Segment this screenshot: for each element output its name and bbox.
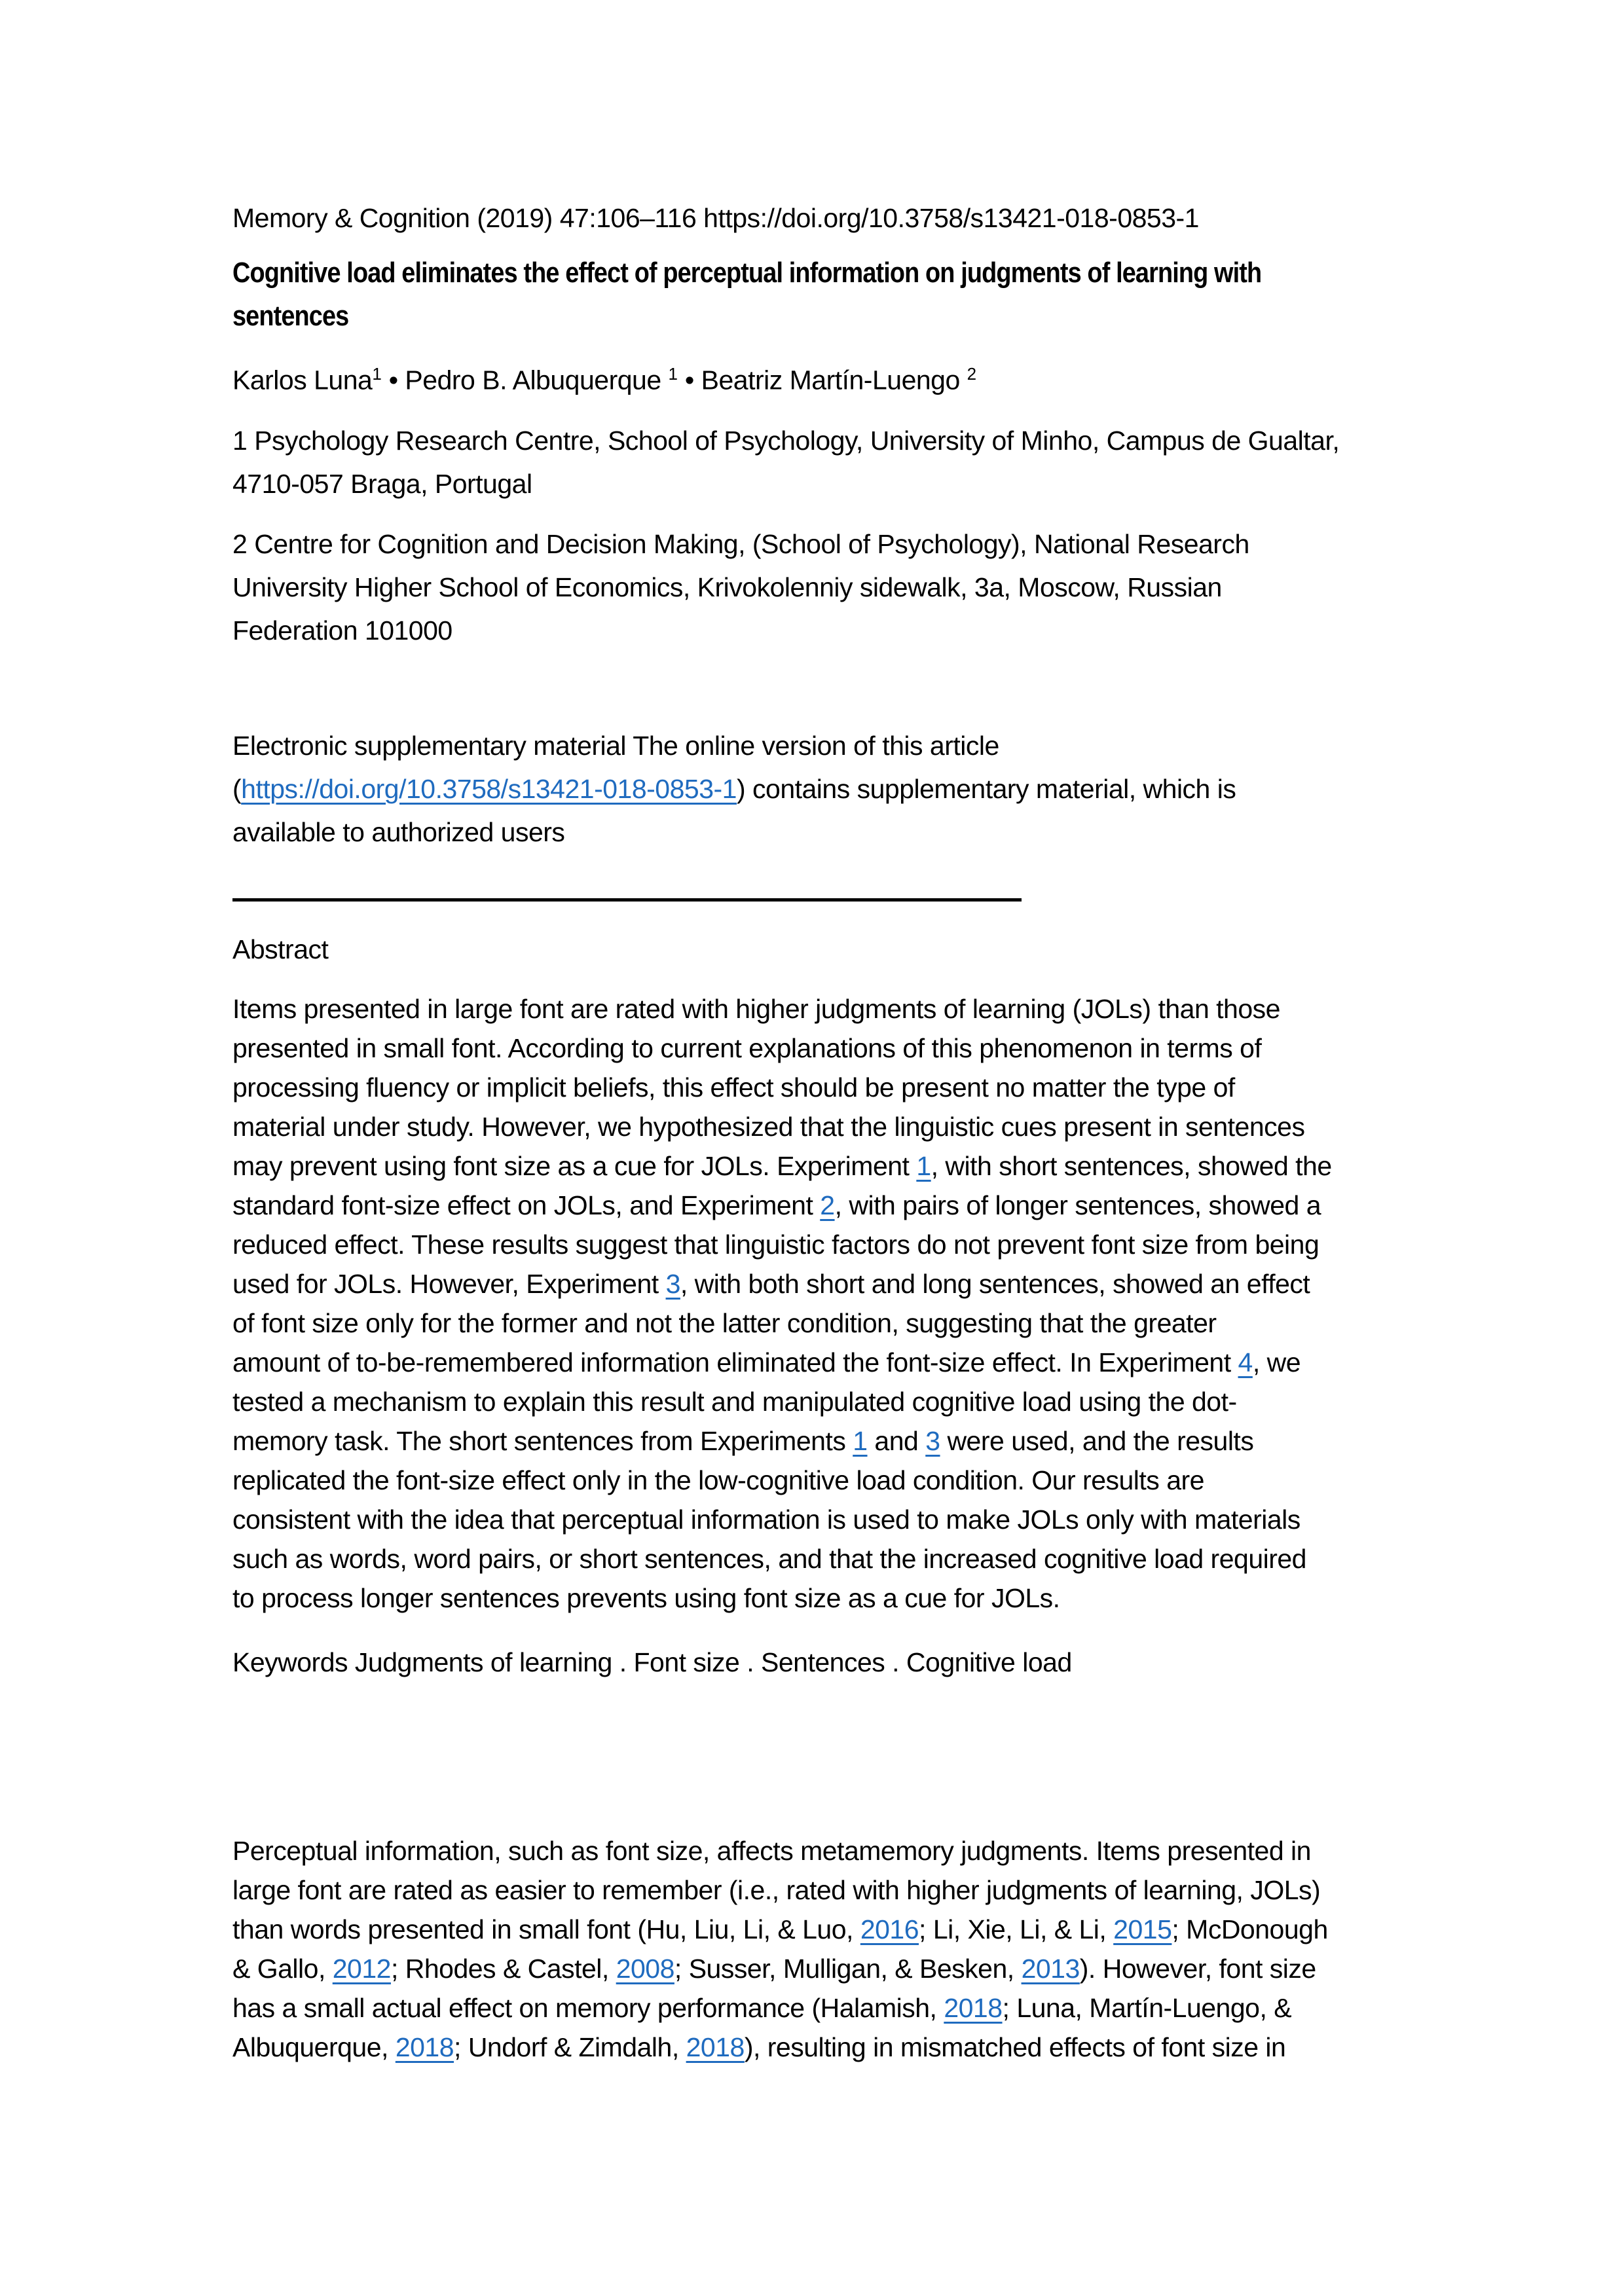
text-line xyxy=(232,1264,1392,1303)
text-line xyxy=(232,1186,1392,1225)
text-line xyxy=(232,1831,1392,1870)
text-line xyxy=(232,1870,1392,1910)
text-segment: ). However, font size xyxy=(1079,1953,1316,1984)
journal-header: Memory & Cognition (2019) 47:106–116 https://doi.org/10.3758/s13421-018-0853-1 xyxy=(232,203,1199,233)
text-segment: replicated the font-size effect only in the low-cognitive load condition. Our results are xyxy=(232,1465,1204,1495)
page-content xyxy=(232,196,1392,2067)
text-segment: ), resulting in mismatched effects of font size in xyxy=(744,2032,1286,2062)
text-segment: • Beatriz Martín-Luengo xyxy=(677,365,967,395)
text-line xyxy=(232,2028,1392,2067)
text-line xyxy=(232,1421,1392,1461)
text-segment: Federation 101000 xyxy=(232,615,452,646)
hyperlink[interactable]: 2018 xyxy=(395,2032,454,2062)
text-segment: Electronic supplementary material The online version of this article xyxy=(232,730,999,761)
text-segment: ; Susser, Mulligan, & Besken, xyxy=(674,1953,1022,1984)
text-segment: , with pairs of longer sentences, showed a xyxy=(834,1190,1321,1220)
text-line xyxy=(232,462,1392,505)
text-segment: than words presented in small font (Hu, Liu, Li, & Luo, xyxy=(232,1914,860,1944)
hyperlink[interactable]: 2 xyxy=(820,1190,835,1220)
hyperlink[interactable]: 1 xyxy=(916,1150,931,1181)
text-line xyxy=(232,1910,1392,1949)
text-segment: to process longer sentences prevents using font size as a cue for JOLs. xyxy=(232,1582,1060,1613)
text-segment: processing fluency or implicit beliefs, this effect should be present no matter the type of xyxy=(232,1072,1235,1102)
affiliation-2 xyxy=(232,522,1392,652)
hyperlink[interactable]: 2008 xyxy=(616,1953,674,1984)
text-segment: amount of to-be-remembered information eliminated the font-size effect. In Experiment xyxy=(232,1347,1238,1377)
hyperlink[interactable]: 1 xyxy=(853,1425,868,1456)
text-segment: Cognitive load eliminates the effect of perceptual information on judgments of learning with xyxy=(232,257,1262,289)
text-line xyxy=(232,1949,1392,1988)
text-line xyxy=(232,1578,1392,1618)
text-line xyxy=(232,1382,1392,1421)
section-divider-rule xyxy=(232,898,1022,902)
text-line xyxy=(232,295,1229,338)
hyperlink[interactable]: 2016 xyxy=(860,1914,919,1944)
text-line xyxy=(232,1461,1392,1500)
text-segment: reduced effect. These results suggest that linguistic factors do not prevent font size from being xyxy=(232,1229,1320,1260)
text-segment: large font are rated as easier to remember (i.e., rated with higher judgments of learning, JOLs) xyxy=(232,1874,1321,1905)
text-segment: material under study. However, we hypothesized that the linguistic cues present in sentences xyxy=(232,1111,1305,1142)
text-segment: tested a mechanism to explain this result and manipulated cognitive load using the dot- xyxy=(232,1386,1237,1417)
article-title xyxy=(232,251,1392,338)
text-line xyxy=(232,251,1262,295)
text-segment: , we xyxy=(1252,1347,1301,1377)
text-line xyxy=(232,419,1392,462)
text-line xyxy=(232,767,1392,811)
text-segment: available to authorized users xyxy=(232,816,565,847)
text-segment: , with both short and long sentences, showed an effect xyxy=(680,1268,1310,1299)
text-segment: ( xyxy=(232,773,242,804)
hyperlink[interactable]: 2018 xyxy=(686,2032,745,2062)
text-line xyxy=(232,724,1392,767)
text-segment: may prevent using font size as a cue for JOLs. Experiment xyxy=(232,1150,917,1181)
text-segment: 2 Centre for Cognition and Decision Making, (School of Psychology), National Research xyxy=(232,528,1249,559)
keywords-line: Keywords Judgments of learning . Font size . Sentences . Cognitive load xyxy=(232,1647,1072,1677)
text-line xyxy=(232,1029,1392,1068)
text-line xyxy=(232,989,1392,1029)
text-segment: Items presented in large font are rated with higher judgments of learning (JOLs) than those xyxy=(232,993,1280,1024)
text-line xyxy=(232,1539,1392,1578)
hyperlink[interactable]: https://doi.org/10.3758/s13421-018-0853-1 xyxy=(241,773,737,804)
text-line xyxy=(232,1988,1392,2028)
text-segment: memory task. The short sentences from Experiments xyxy=(232,1425,853,1456)
text-segment: & Gallo, xyxy=(232,1953,333,1984)
introduction-paragraph xyxy=(232,1831,1392,2067)
text-segment: and xyxy=(867,1425,926,1456)
text-line xyxy=(232,1343,1392,1382)
abstract-paragraph xyxy=(232,989,1392,1618)
hyperlink[interactable]: 3 xyxy=(665,1268,680,1299)
superscript-affiliation-marker: 2 xyxy=(967,364,977,384)
text-line xyxy=(232,352,1392,402)
text-segment: 4710-057 Braga, Portugal xyxy=(232,468,532,499)
text-segment: ; Luna, Martín-Luengo, & xyxy=(1002,1992,1292,2023)
text-line xyxy=(232,609,1392,652)
hyperlink[interactable]: 2013 xyxy=(1021,1953,1080,1984)
text-segment: ; Undorf & Zimdalh, xyxy=(454,2032,686,2062)
text-segment: standard font-size effect on JOLs, and Experiment xyxy=(232,1190,821,1220)
text-line xyxy=(232,1500,1392,1539)
text-line xyxy=(232,1225,1392,1264)
hyperlink[interactable]: 2015 xyxy=(1113,1914,1172,1944)
text-segment: were used, and the results xyxy=(940,1425,1254,1456)
text-segment: consistent with the idea that perceptual information is used to make JOLs only with materials xyxy=(232,1504,1301,1535)
text-segment: has a small actual effect on memory performance (Halamish, xyxy=(232,1992,944,2023)
text-segment: sentences xyxy=(232,300,349,332)
text-segment: of font size only for the former and not the latter condition, suggesting that the greater xyxy=(232,1307,1217,1338)
hyperlink[interactable]: 2012 xyxy=(332,1953,391,1984)
text-line xyxy=(232,1107,1392,1146)
text-line xyxy=(232,811,1392,854)
text-segment: Perceptual information, such as font size, affects metamemory judgments. Items presented in xyxy=(232,1835,1311,1866)
text-segment: used for JOLs. However, Experiment xyxy=(232,1268,666,1299)
hyperlink[interactable]: 3 xyxy=(925,1425,940,1456)
text-segment: ; Li, Xie, Li, & Li, xyxy=(919,1914,1114,1944)
hyperlink[interactable]: 4 xyxy=(1238,1347,1253,1377)
text-segment: presented in small font. According to current explanations of this phenomenon in terms of xyxy=(232,1032,1262,1063)
text-segment: ; Rhodes & Castel, xyxy=(390,1953,616,1984)
text-segment: such as words, word pairs, or short sentences, and that the increased cognitive load required xyxy=(232,1543,1306,1574)
text-segment: Albuquerque, xyxy=(232,2032,396,2062)
text-segment: • Pedro B. Albuquerque xyxy=(381,365,669,395)
abstract-heading: Abstract xyxy=(232,934,329,964)
superscript-affiliation-marker: 1 xyxy=(668,364,678,384)
superscript-affiliation-marker: 1 xyxy=(372,364,382,384)
supplementary-material-note xyxy=(232,724,1392,854)
text-segment: ) contains supplementary material, which is xyxy=(736,773,1236,804)
text-line xyxy=(232,1303,1392,1343)
affiliation-1 xyxy=(232,419,1392,505)
text-line xyxy=(232,566,1392,609)
text-line xyxy=(232,522,1392,566)
text-segment: ; McDonough xyxy=(1172,1914,1328,1944)
authors-line xyxy=(232,352,1392,402)
text-segment: University Higher School of Economics, Krivokolenniy sidewalk, 3a, Moscow, Russian xyxy=(232,572,1222,602)
text-segment: 1 Psychology Research Centre, School of Psychology, University of Minho, Campus de Gualtar, xyxy=(232,425,1340,456)
text-line xyxy=(232,1146,1392,1186)
text-line xyxy=(232,1068,1392,1107)
text-segment: Karlos Luna xyxy=(232,365,373,395)
text-segment: , with short sentences, showed the xyxy=(931,1150,1332,1181)
hyperlink[interactable]: 2018 xyxy=(944,1992,1003,2023)
